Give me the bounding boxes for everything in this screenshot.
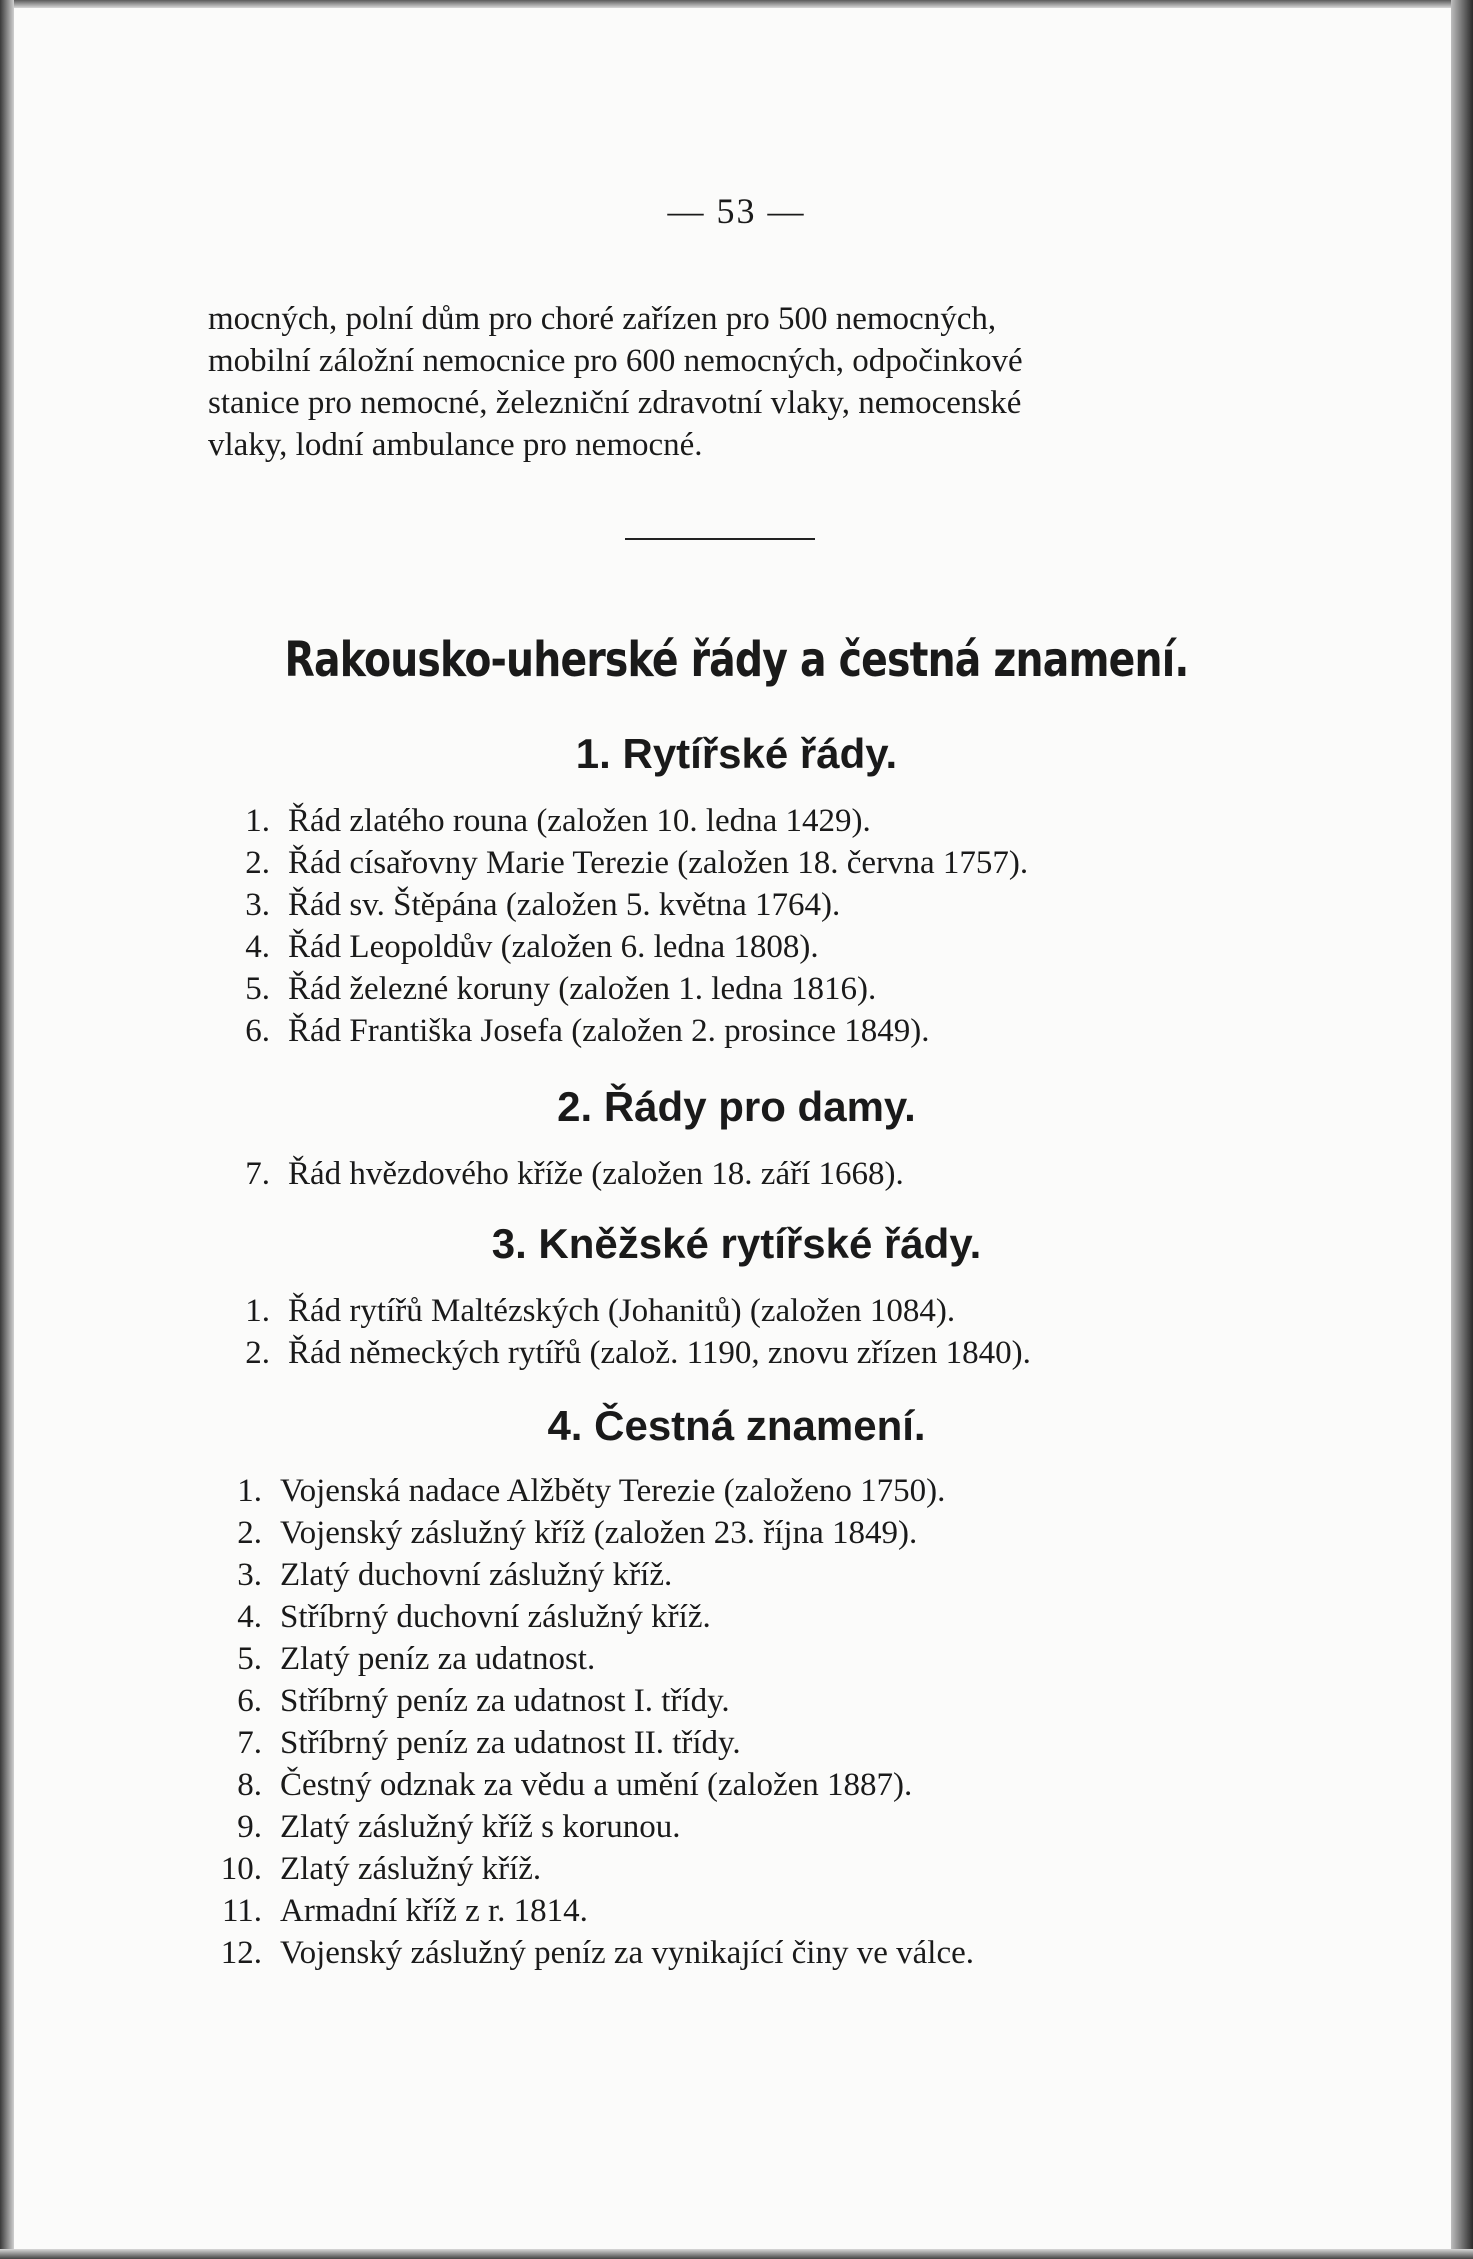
item-number: 5. bbox=[237, 1641, 262, 1677]
intro-line: vlaky, lodní ambulance pro nemocné. bbox=[208, 427, 703, 463]
item-text: Řád Leopoldův (založen 6. ledna 1808). bbox=[288, 929, 819, 965]
item-text: Řád sv. Štěpána (založen 5. května 1764). bbox=[288, 887, 841, 923]
item-number: 4. bbox=[245, 929, 270, 965]
item-text: Řád hvězdového kříže (založen 18. září 1668). bbox=[288, 1156, 904, 1192]
list-item bbox=[200, 1890, 974, 1932]
list-knightly-orders bbox=[218, 800, 1028, 1052]
scan-edge-bottom bbox=[0, 2249, 1473, 2259]
item-number: 9. bbox=[237, 1809, 262, 1845]
item-number: 3. bbox=[237, 1557, 262, 1593]
separator-rule bbox=[625, 538, 815, 540]
item-text: Řád železné koruny (založen 1. ledna 1816). bbox=[288, 971, 877, 1007]
item-text: Stříbrný peníz za udatnost II. třídy. bbox=[280, 1725, 741, 1761]
list-item bbox=[200, 1848, 974, 1890]
list-item bbox=[218, 1290, 1031, 1332]
main-heading: Rakousko-uherské řády a čestná znamení. bbox=[284, 632, 1189, 688]
item-text: Řád rytířů Maltézských (Johanitů) (založen 1084). bbox=[288, 1293, 956, 1329]
item-number: 10. bbox=[220, 1851, 262, 1887]
item-number: 2. bbox=[237, 1515, 262, 1551]
list-item bbox=[200, 1764, 974, 1806]
item-number: 7. bbox=[245, 1156, 270, 1192]
list-item bbox=[200, 1638, 974, 1680]
intro-line: mocných, polní dům pro choré zařízen pro 500 nemocných, bbox=[208, 301, 997, 337]
item-number: 6. bbox=[245, 1013, 270, 1049]
list-item bbox=[200, 1512, 974, 1554]
item-number: 1. bbox=[237, 1473, 262, 1509]
list-item bbox=[218, 1332, 1031, 1374]
list-item bbox=[218, 968, 1028, 1010]
item-number: 7. bbox=[237, 1725, 262, 1761]
list-item bbox=[218, 926, 1028, 968]
item-text: Stříbrný duchovní záslužný kříž. bbox=[280, 1599, 711, 1635]
item-number: 5. bbox=[245, 971, 270, 1007]
list-item bbox=[218, 1153, 904, 1195]
intro-paragraph bbox=[208, 298, 1268, 466]
item-text: Řád Františka Josefa (založen 2. prosince 1849). bbox=[288, 1013, 930, 1049]
item-text: Armadní kříž z r. 1814. bbox=[280, 1893, 588, 1929]
page-number: — 53 — bbox=[667, 191, 806, 231]
list-item bbox=[200, 1722, 974, 1764]
section-heading-clerical-orders: 3. Kněžské rytířské řády. bbox=[491, 1220, 982, 1267]
item-number: 11. bbox=[221, 1893, 262, 1929]
item-number: 1. bbox=[245, 803, 270, 839]
list-item bbox=[200, 1806, 974, 1848]
item-number: 1. bbox=[245, 1293, 270, 1329]
item-number: 6. bbox=[237, 1683, 262, 1719]
list-honorary-badges bbox=[200, 1470, 974, 1974]
item-number: 2. bbox=[245, 845, 270, 881]
list-orders-for-ladies bbox=[218, 1153, 904, 1195]
item-text: Vojenský záslužný peníz za vynikající činy ve válce. bbox=[280, 1935, 974, 1971]
item-text: Zlatý duchovní záslužný kříž. bbox=[280, 1557, 673, 1593]
item-number: 8. bbox=[237, 1767, 262, 1803]
item-text: Stříbrný peníz za udatnost I. třídy. bbox=[280, 1683, 730, 1719]
item-number: 3. bbox=[245, 887, 270, 923]
item-text: Řád německých rytířů (založ. 1190, znovu zřízen 1840). bbox=[288, 1335, 1031, 1371]
section-heading-knightly-orders: 1. Rytířské řády. bbox=[575, 730, 898, 777]
list-item bbox=[200, 1596, 974, 1638]
list-item bbox=[218, 1010, 1028, 1052]
item-text: Vojenská nadace Alžběty Terezie (založeno 1750). bbox=[280, 1473, 946, 1509]
item-text: Zlatý záslužný kříž. bbox=[280, 1851, 542, 1887]
section-heading-orders-for-ladies: 2. Řády pro damy. bbox=[557, 1083, 916, 1130]
item-number: 12. bbox=[220, 1935, 262, 1971]
item-text: Zlatý záslužný kříž s korunou. bbox=[280, 1809, 681, 1845]
list-item bbox=[218, 884, 1028, 926]
item-number: 2. bbox=[245, 1335, 270, 1371]
list-item bbox=[200, 1932, 974, 1974]
list-item bbox=[218, 800, 1028, 842]
list-item bbox=[200, 1680, 974, 1722]
scan-edge-top bbox=[0, 0, 1473, 8]
section-heading-honorary-badges: 4. Čestná znamení. bbox=[547, 1402, 926, 1449]
item-text: Čestný odznak za vědu a umění (založen 1887). bbox=[280, 1767, 913, 1803]
list-clerical-orders bbox=[218, 1290, 1031, 1374]
intro-line: stanice pro nemocné, železniční zdravotní vlaky, nemocenské bbox=[208, 385, 1022, 421]
item-text: Vojenský záslužný kříž (založen 23. října 1849). bbox=[280, 1515, 918, 1551]
list-item bbox=[200, 1470, 974, 1512]
intro-line: mobilní záložní nemocnice pro 600 nemocných, odpočinkové bbox=[208, 343, 1023, 379]
item-number: 4. bbox=[237, 1599, 262, 1635]
list-item bbox=[200, 1554, 974, 1596]
item-text: Řád zlatého rouna (založen 10. ledna 1429). bbox=[288, 803, 871, 839]
item-text: Zlatý peníz za udatnost. bbox=[280, 1641, 596, 1677]
list-item bbox=[218, 842, 1028, 884]
item-text: Řád císařovny Marie Terezie (založen 18. června 1757). bbox=[288, 845, 1029, 881]
